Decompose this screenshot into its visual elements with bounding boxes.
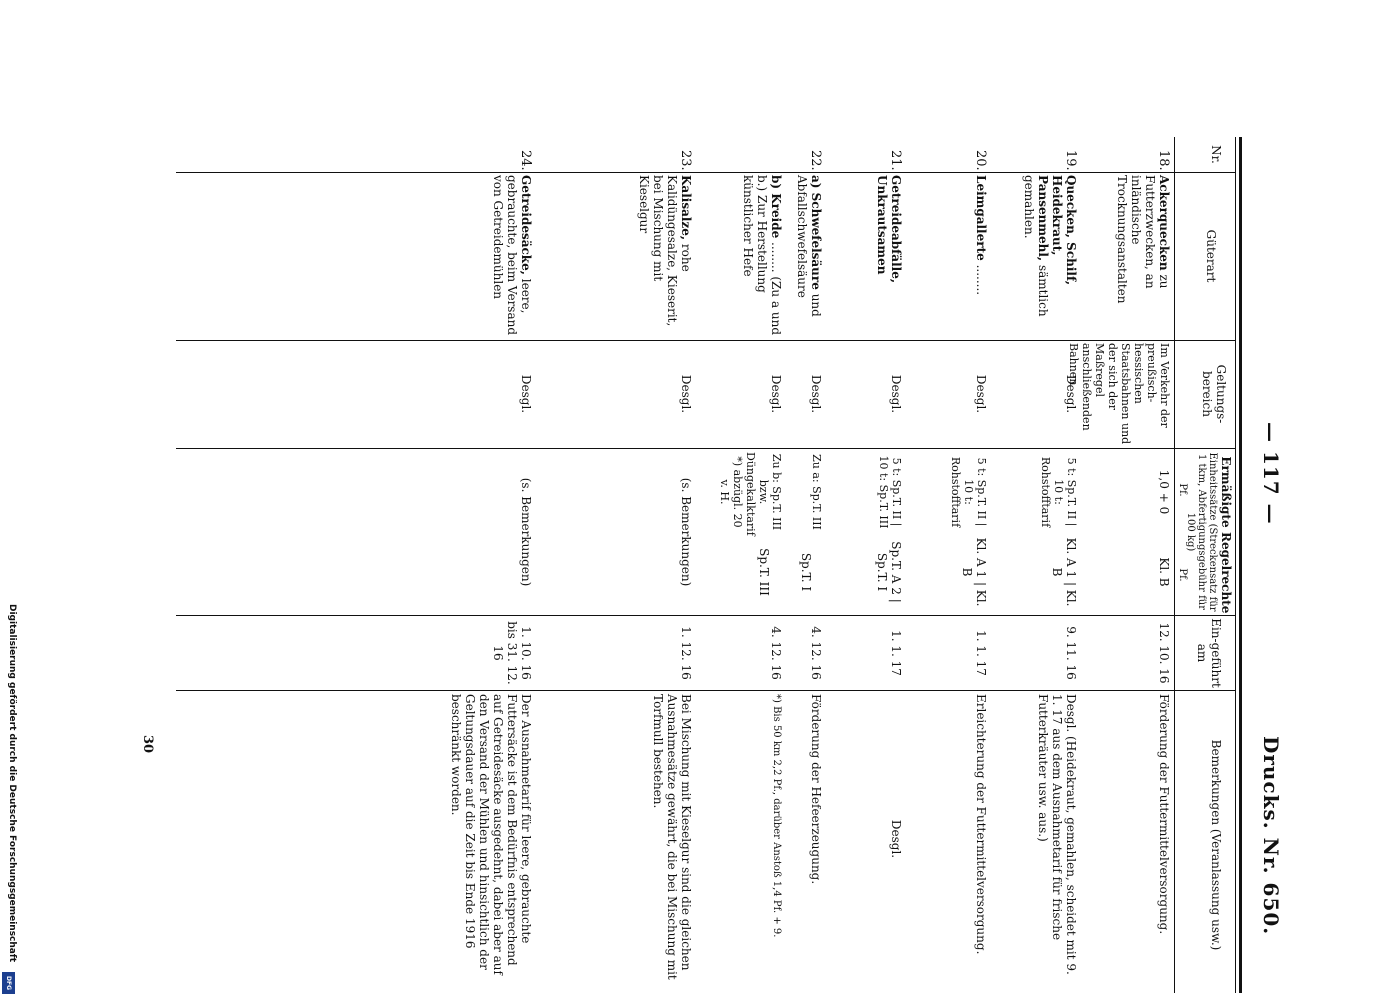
row-gueterart [974, 175, 988, 337]
column-divider [176, 690, 1236, 691]
row-geltungsbereich: Desgl. [889, 374, 903, 414]
header-pf-ermaessigt: Pf. [1177, 483, 1188, 497]
dfg-logo: DFG [2, 972, 15, 994]
row-geltungsbereich: Desgl. [519, 374, 533, 414]
column-divider [176, 448, 1236, 449]
row-gueterart-text: ........ [974, 264, 988, 296]
header-eingefuehrt: Ein-geführt am [1195, 618, 1223, 688]
header-bemerkungen: Bemerkungen (Veranlassung usw.) [1209, 739, 1223, 951]
row-eingefuehrt: 1. 1. 17 [974, 630, 988, 676]
row-number: 19. [1063, 150, 1078, 171]
row-eingefuehrt: 1. 12. 16 [679, 626, 693, 680]
row-number: 23. [678, 150, 693, 171]
row-bemerkungen: Der Ausnahmetarif für leere, gebrauchte Futtersäcke ist dem Bedürfnis entsprechend auf Getreidesäcke ausgedehnt, dabei aber auf den Versand der Mühlen und hinsichtlich der Geltungsdauer auf die Zeit bis Ende 1916 beschränkt worden. [449, 694, 533, 975]
row-number: 22. [808, 150, 823, 171]
row-regelrecht: Sp.T. III [757, 548, 771, 596]
row-gueterart [741, 175, 783, 337]
row-gueterart-bold: Quecken, Schilf, Heidekraut, Pansenmehl, [1036, 175, 1078, 286]
document-reference: Drucks. Nr. 650. [1259, 736, 1283, 936]
header-pf-regelrecht: Pf. [1177, 568, 1188, 582]
row-gueterart-bold: Getreidesäcke, [519, 175, 533, 275]
row-gueterart-bold: Leimgallerte [974, 175, 988, 261]
row-bemerkungen: *) Bis 50 km 2,2 Pf., darüber Anstoß 1,4 Pf. + 9. [771, 694, 782, 938]
row-geltungsbereich: Desgl. [679, 374, 693, 414]
row-gueterart-bold: a) Schwefelsäure [809, 175, 823, 290]
row-geltungsbereich: Desgl. [769, 374, 783, 414]
row-ermaessigt: Zu b: Sp.T. III bzw. Düngekalktarif *) abzügl. 20 v. H. [718, 452, 783, 536]
row-ermaessigt: 5 t: Sp.T. II | 10 t: Sp.T. III [877, 455, 903, 529]
row-number: 24. [518, 150, 533, 171]
row-number: 21. [888, 150, 903, 171]
sheet-number: 30 [140, 735, 155, 754]
row-bemerkungen: Erleichterung der Futtermittelversorgung. [974, 694, 988, 955]
row-ermaessigt: Zu a: Sp.T. III [810, 454, 823, 530]
row-gueterart [1115, 175, 1171, 337]
row-gueterart [491, 175, 533, 337]
row-gueterart-text: leere, gebrauchte, beim Versand von Getreidemühlen [491, 175, 533, 336]
row-gueterart-text: ........ (Zu a und b.) Zur Herstellung künstlicher Hefe [741, 175, 783, 336]
digitization-credit [0, 604, 20, 1000]
header-ermaessigte: Ermäßigte [1219, 456, 1233, 528]
row-bemerkungen: Förderung der Hefeerzeugung. [809, 694, 823, 885]
row-bemerkungen: Desgl. [889, 819, 903, 859]
row-eingefuehrt: 4. 12. 16 [809, 626, 823, 680]
table-top-rule-thin [1235, 137, 1236, 993]
row-eingefuehrt: 9. 11. 16 [1064, 626, 1078, 680]
table-top-rule [1239, 137, 1242, 993]
header-nr: Nr. [1209, 145, 1223, 164]
row-gueterart [1022, 175, 1078, 337]
row-ermaessigt: 5 t: Sp.T. II | 10 t: Rohstofftarif [949, 456, 988, 528]
row-gueterart-bold: b) Kreide [769, 175, 783, 239]
header-regelrechte: Regelrechte [1219, 532, 1233, 614]
row-gueterart-bold: Getreideabfälle, Unkrautsamen [875, 175, 903, 283]
row-gueterart [795, 175, 823, 337]
row-geltungsbereich: Desgl. [974, 374, 988, 414]
credit-text: Digitalisierung gefördert durch die Deutsche Forschungsgemeinschaft [7, 604, 17, 963]
header-einheitssaetze: Einheitssätze (Streckensatz für 1 tkm, Abfertigungsgebühr für 100 kg) [1185, 452, 1218, 612]
header-geltungsbereich: Geltungs-bereich [1200, 364, 1228, 424]
column-divider [176, 615, 1236, 616]
row-ermaessigt: (s. Bemerkungen) [679, 477, 693, 587]
row-ermaessigt: 1,0 + 0 [1157, 469, 1171, 515]
row-ermaessigt: (s. Bemerkungen) [519, 477, 533, 587]
row-eingefuehrt: 4. 12. 16 [769, 626, 783, 680]
row-gueterart-bold: Kalisalze, [679, 175, 693, 241]
page-number: — 117 — [1259, 422, 1283, 525]
row-eingefuehrt: 12. 10. 16 [1157, 622, 1171, 684]
row-geltungsbereich: Desgl. [1064, 374, 1078, 414]
row-bemerkungen: Desgl. (Heidekraut, gemahlen, scheidet mit 9. 1. 17 aus dem Ausnahmetarif für frische Futterkräuter usw. aus.) [1036, 694, 1078, 975]
row-gueterart-text: und Abfallschwefelsäure [795, 175, 823, 317]
column-divider [176, 172, 1236, 173]
row-gueterart-text: zu Futterzwecken, an inländische Trocknungsanstalten [1115, 175, 1171, 304]
row-gueterart-text: rohe Kalidüngesalze, Kieserit, bei Mischung mit Kieselgur [637, 175, 693, 327]
row-gueterart [637, 175, 693, 337]
row-number: 18. [1156, 150, 1171, 171]
row-geltungsbereich: Desgl. [809, 374, 823, 414]
row-gueterart-bold: Ackerquecken [1157, 175, 1171, 271]
row-regelrecht: Sp.T. A 2 | Sp.T. I [875, 541, 903, 603]
row-regelrecht: Kl. B [1157, 557, 1171, 587]
column-divider [176, 340, 1236, 341]
row-bemerkungen: Bei Mischung mit Kieselgur sind die gleichen Ausnahmesätze gewährt, die bei Mischung mit Torfmull bestehen. [651, 694, 693, 980]
row-regelrecht: Kl. A 1 | Kl. B [1050, 537, 1078, 607]
row-geltungsbereich: Im Verkehr der preußisch-hessischen Staatsbahnen und der sich der Maßregel anschließenden Bahnen [1067, 343, 1171, 445]
row-number: 20. [973, 150, 988, 171]
row-gueterart [875, 175, 903, 337]
row-regelrecht: Sp.T. I [799, 552, 813, 592]
row-regelrecht: Kl. A 1 | Kl. B [960, 537, 988, 607]
row-ermaessigt: 5 t: Sp.T. II | 10 t: Rohstofftarif [1039, 456, 1078, 528]
header-gueterart: Güterart [1204, 229, 1218, 283]
row-gueterart-text: sämtlich gemahlen. [1022, 175, 1050, 317]
row-eingefuehrt: 1. 10. 16 bis 31. 12. 16 [491, 621, 533, 685]
row-bemerkungen: Förderung der Futtermittelversorgung. [1157, 694, 1171, 935]
row-eingefuehrt: 1. 1. 17 [889, 630, 903, 676]
